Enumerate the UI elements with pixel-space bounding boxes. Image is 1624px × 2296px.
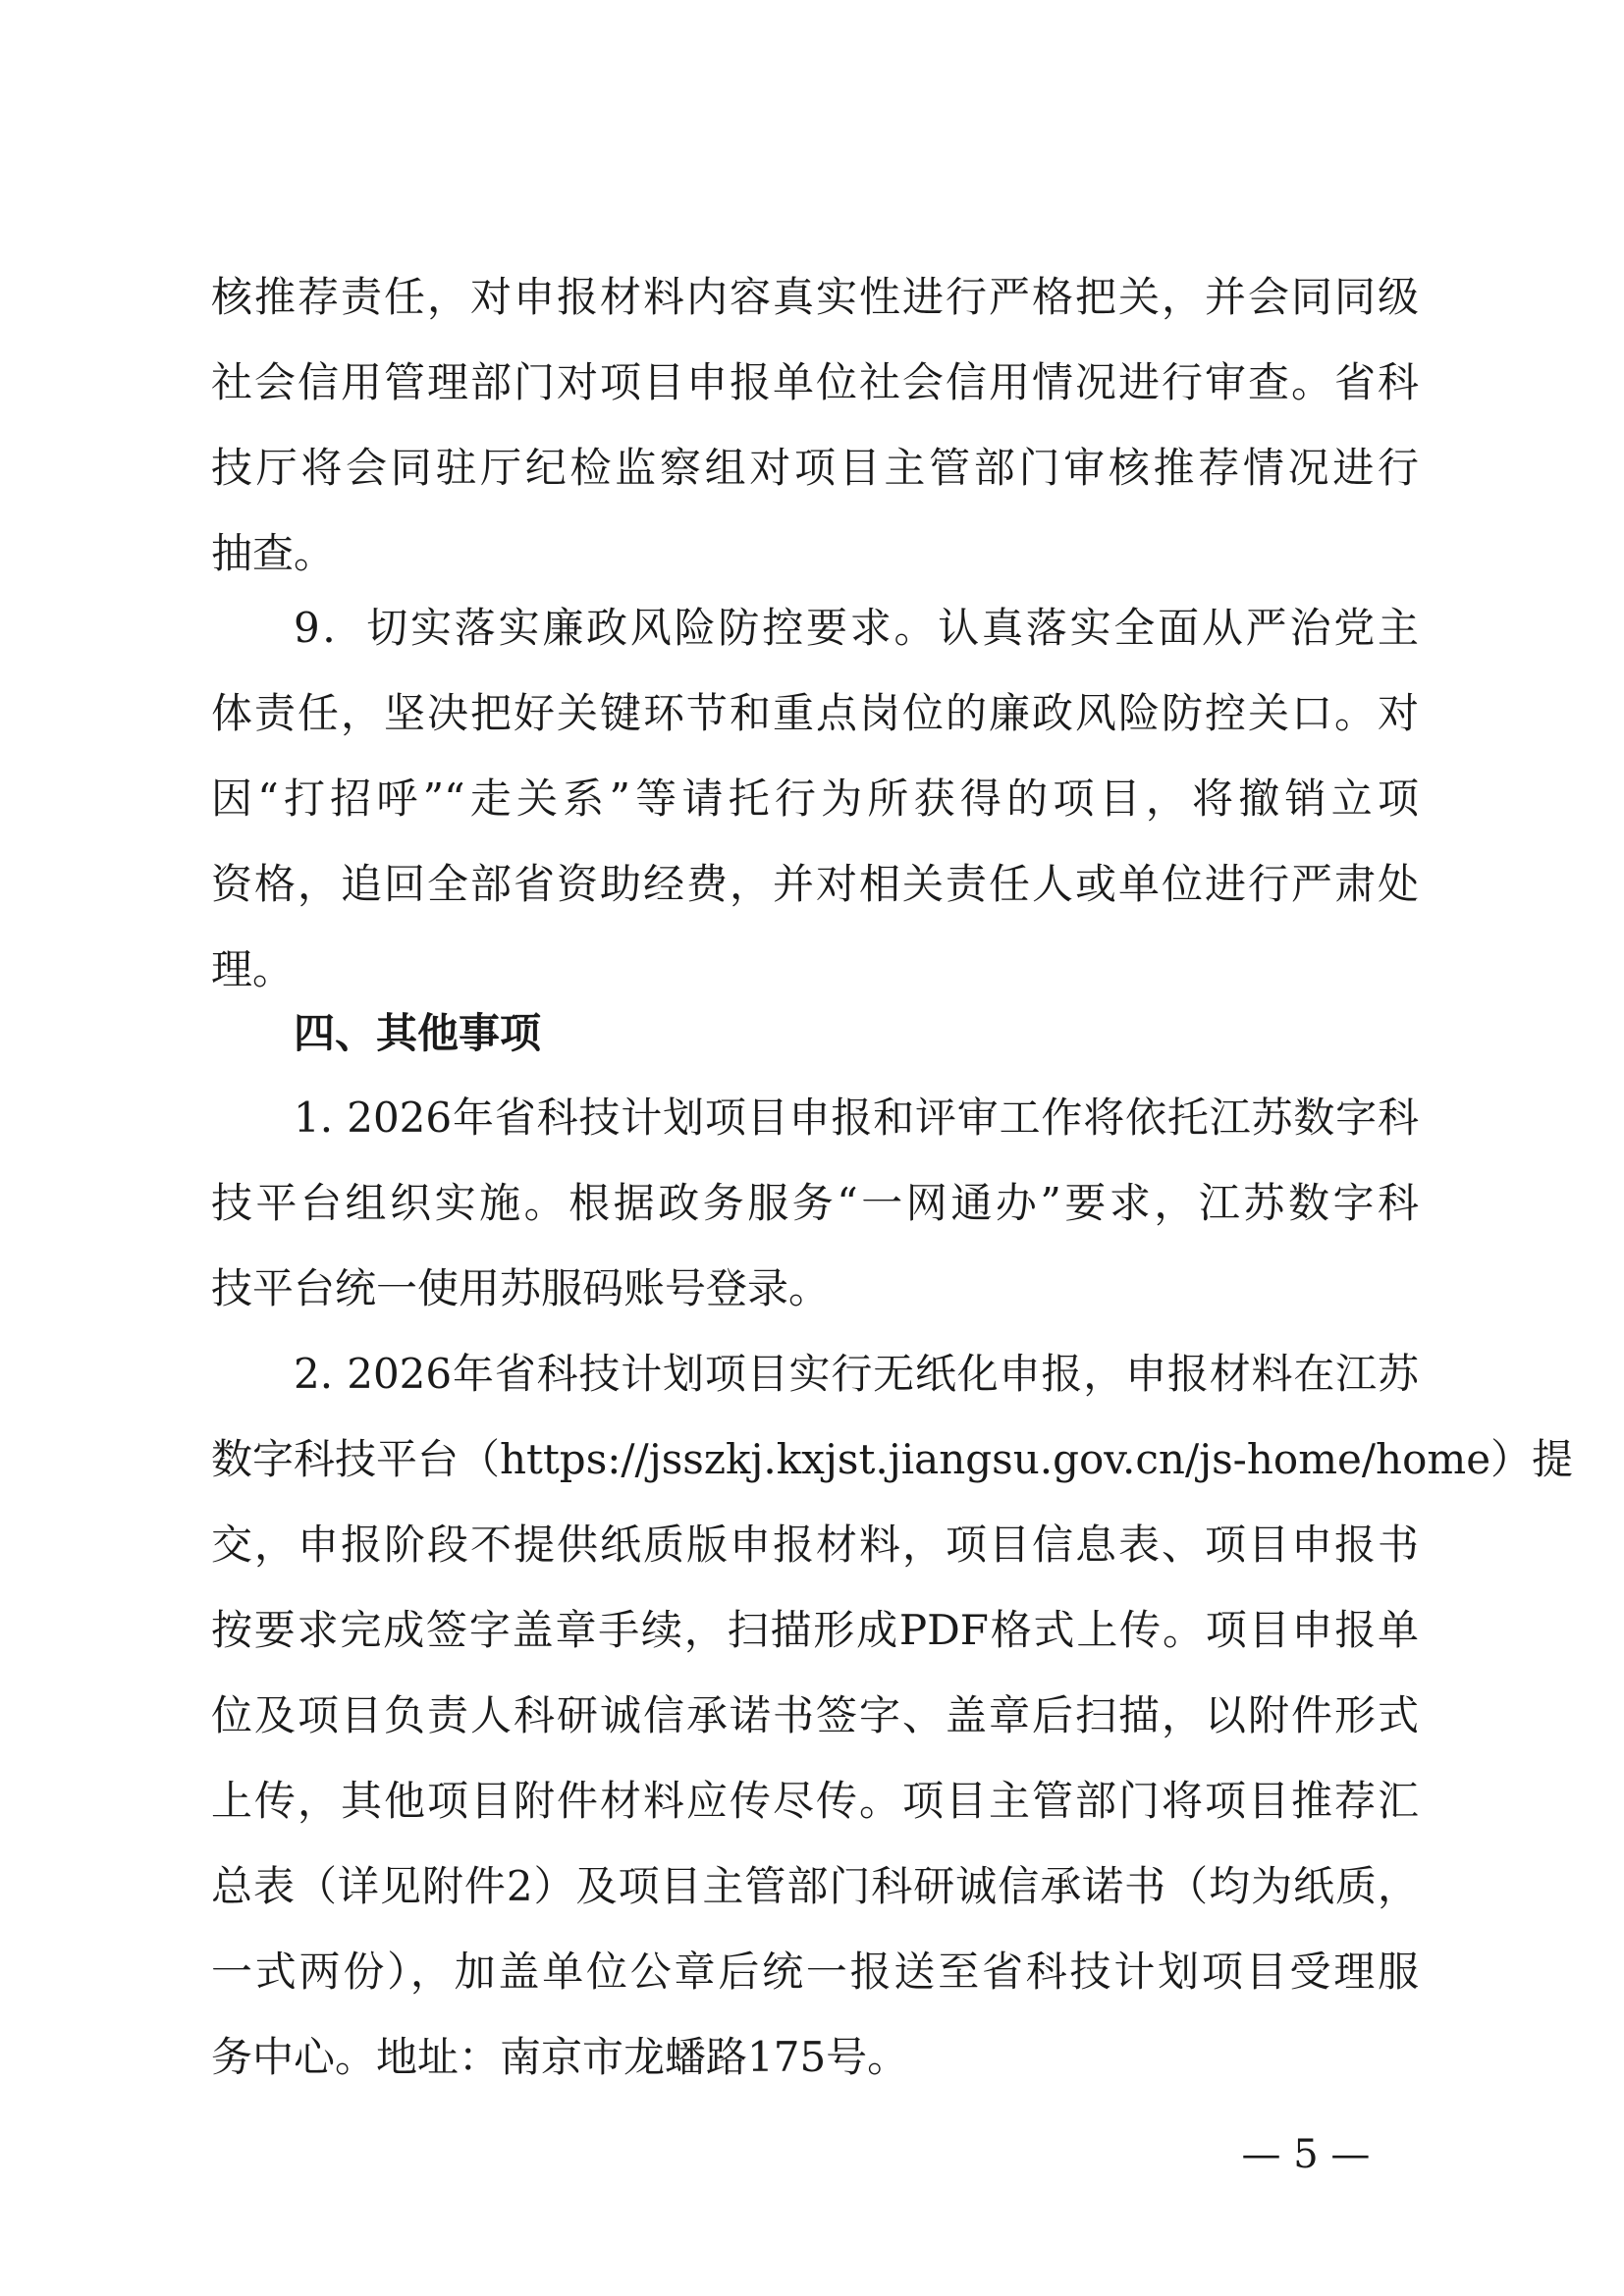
text-line: 技平台组织实施。根据政务服务“一网通办”要求，江苏数字科: [211, 1179, 1419, 1227]
text-line: 抽查。: [211, 529, 336, 577]
text-line: 1. 2026年省科技计划项目申报和评审工作将依托江苏数字科: [294, 1094, 1419, 1142]
text-line: 体责任，坚决把好关键环节和重点岗位的廉政风险防控关口。对: [211, 689, 1419, 737]
text-line: 交，申报阶段不提供纸质版申报材料，项目信息表、项目申报书: [211, 1521, 1419, 1569]
page-number: — 5 —: [1241, 2132, 1371, 2177]
text-line: 总表（详见附件2）及项目主管部门科研诚信承诺书（均为纸质，: [211, 1862, 1419, 1910]
text-line: 按要求完成签字盖章手续，扫描形成PDF格式上传。项目申报单: [211, 1606, 1419, 1654]
text-line: 一式两份），加盖单位公章后统一报送至省科技计划项目受理服: [211, 1948, 1419, 1996]
text-line: 上传，其他项目附件材料应传尽传。项目主管部门将项目推荐汇: [211, 1777, 1419, 1825]
text-line: 资格，追回全部省资助经费，并对相关责任人或单位进行严肃处: [211, 860, 1419, 908]
text-line: 2. 2026年省科技计划项目实行无纸化申报，申报材料在江苏: [294, 1350, 1419, 1398]
text-line: 因“打招呼”“走关系”等请托行为所获得的项目，将撤销立项: [211, 774, 1419, 823]
text-line: 核推荐责任，对申报材料内容真实性进行严格把关，并会同同级: [211, 273, 1419, 321]
section-heading: 四、其他事项: [294, 1009, 542, 1057]
text-line-url: 数字科技平台（https://jsszkj.kxjst.jiangsu.gov.cn/js-home/home）提: [211, 1435, 1574, 1483]
text-line: 技平台统一使用苏服码账号登录。: [211, 1264, 831, 1312]
text-line: 社会信用管理部门对项目申报单位社会信用情况进行审查。省科: [211, 358, 1419, 406]
text-line: 务中心。地址：南京市龙蟠路175号。: [211, 2033, 909, 2081]
text-line: 9．切实落实廉政风险防控要求。认真落实全面从严治党主: [294, 604, 1419, 652]
text-line: 技厅将会同驻厅纪检监察组对项目主管部门审核推荐情况进行: [211, 444, 1419, 492]
text-line: 理。: [211, 945, 295, 993]
text-line: 位及项目负责人科研诚信承诺书签字、盖章后扫描，以附件形式: [211, 1691, 1419, 1739]
